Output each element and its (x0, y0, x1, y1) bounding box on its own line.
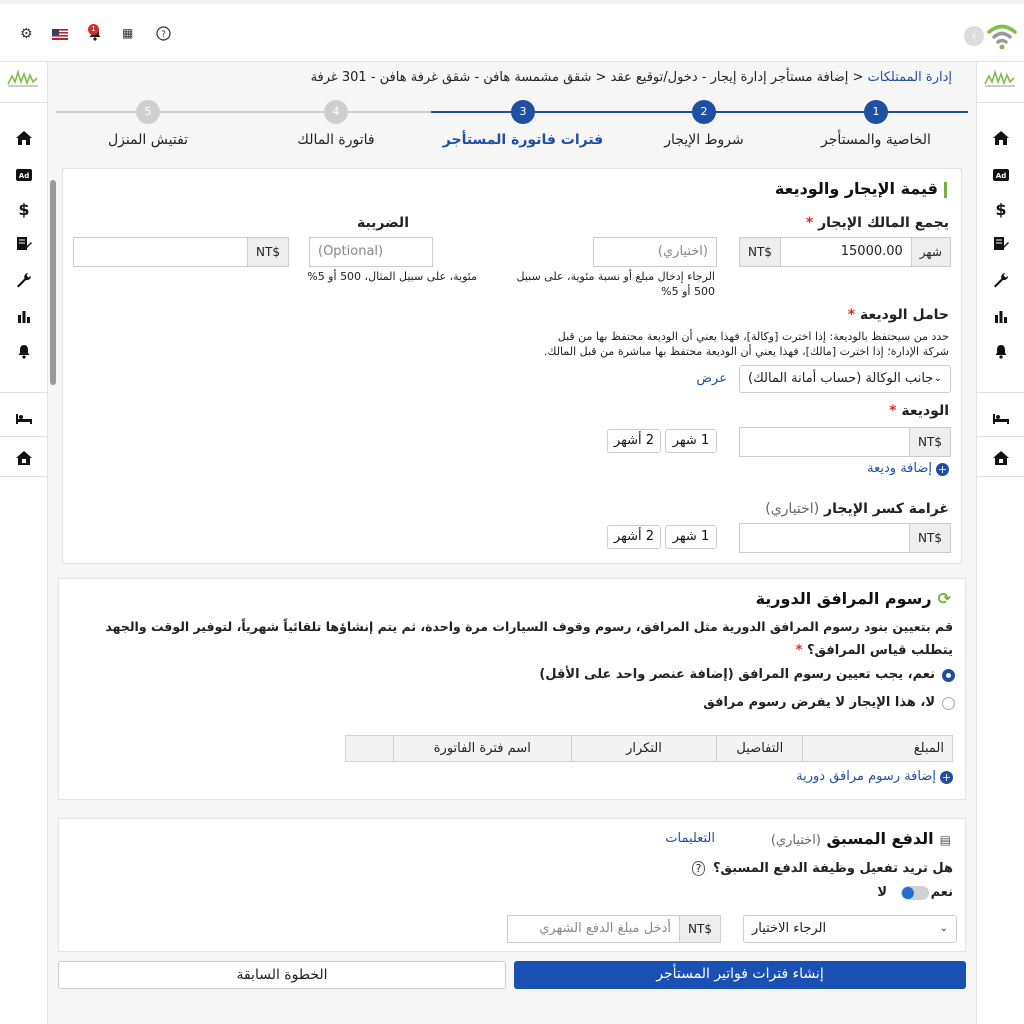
svg-text:?: ? (161, 30, 166, 40)
bed-icon[interactable] (0, 410, 48, 429)
breadcrumb-path: < إضافة مستأجر إدارة إيجار - دخول/توقيع عقد < شقق مشمسة هافن - شقق غرفة هافن - 301 غرفة (310, 70, 868, 85)
utilities-card (58, 578, 966, 800)
tax-amount-field[interactable] (73, 237, 289, 267)
penalty-label: غرامة كسر الإيجار (اختياري) (765, 501, 949, 517)
utilities-yes-radio[interactable] (942, 669, 955, 682)
prepay-no-label: لا (877, 885, 887, 900)
breadcrumb (311, 70, 952, 85)
currency-addon: NT$ (740, 238, 781, 266)
penalty-2-months-button[interactable]: 2 أشهر (607, 525, 661, 549)
scrollbar[interactable] (50, 180, 56, 385)
sidebar-logo-icon (983, 68, 1017, 90)
ad-icon[interactable] (977, 166, 1024, 185)
bell-icon[interactable] (0, 344, 48, 363)
deposit-2-months-button[interactable]: 2 أشهر (607, 429, 661, 453)
sidebar-right (976, 62, 1024, 1024)
tax-label: الضريبة (356, 215, 409, 231)
add-utility-fee-link[interactable]: +إضافة رسوم مرافق دورية (796, 769, 952, 784)
sidebar-divider (0, 436, 48, 437)
sidebar-divider (977, 436, 1024, 437)
title-accent-bar (944, 182, 947, 198)
penalty-1-month-button[interactable]: 1 شهر (665, 525, 717, 549)
rent-section-title: قيمة الإيجار والوديعة (775, 179, 947, 198)
wrench-icon[interactable] (977, 272, 1024, 292)
sidebar-divider (0, 102, 48, 103)
sidebar-divider (977, 476, 1024, 477)
utilities-no-radio[interactable] (942, 697, 955, 710)
prepayment-card (58, 818, 966, 952)
utilities-no-label[interactable]: لا، هذا الإيجار لا يفرض رسوم مرافق (703, 695, 935, 710)
question-circle-icon[interactable]: ? (692, 861, 706, 876)
calendar-icon[interactable]: ▦ (122, 26, 134, 40)
table-header-details: التفاصيل (717, 736, 803, 762)
deposit-holder-label: حامل الوديعة * (847, 307, 949, 323)
wrench-icon[interactable] (0, 272, 48, 292)
dollar-icon[interactable]: $ (995, 200, 1007, 219)
rent-amount-value[interactable]: 15000.00 (840, 244, 903, 259)
deposit-holder-select[interactable]: ⌄ جانب الوكالة (حساب أمانة المالك) (739, 365, 951, 393)
sidebar-divider (0, 392, 48, 393)
prepay-question: هل تريد تفعيل وظيفة الدفع المسبق؟ ? (692, 861, 953, 876)
step-2-label[interactable]: شروط الإيجار (664, 132, 744, 148)
currency-addon: NT$ (247, 238, 288, 266)
bar-chart-icon[interactable] (977, 308, 1024, 327)
bell-icon[interactable] (977, 344, 1024, 363)
step-1-dot[interactable]: 1 (864, 100, 888, 124)
prepay-yes-label: نعم (930, 885, 953, 900)
step-1-label[interactable]: الخاصية والمستأجر (821, 132, 931, 148)
deposit-label: الوديعة * (889, 403, 949, 419)
back-icon[interactable]: ‹ (964, 26, 984, 46)
stepper (56, 100, 968, 160)
penalty-amount-field[interactable] (739, 523, 951, 553)
notification-badge: 1 (88, 24, 99, 35)
prepayment-section-title: ▤الدفع المسبق (اختياري) (770, 829, 951, 848)
extra-charge-input[interactable]: (اختياري) (593, 237, 717, 267)
table-header-action (346, 736, 394, 762)
rent-deposit-card (62, 168, 962, 564)
rent-period-addon[interactable]: شهر (911, 238, 950, 266)
refresh-icon: ⟳ (937, 589, 951, 608)
step-5-label[interactable]: تفتيش المنزل (107, 132, 189, 148)
house-lock-icon[interactable] (0, 450, 48, 470)
step-3-dot[interactable]: 3 (511, 100, 535, 124)
collect-rent-label: يجمع المالك الإيجار * (805, 215, 949, 231)
table-header-period-name: اسم فترة الفاتورة (393, 736, 571, 762)
us-flag-icon[interactable] (52, 28, 68, 44)
deposit-holder-note: حدد من سيحتفظ بالوديعة: إذا اخترت [وكالة]، فهذا يعني أن الوديعة محتفظ بها من قبل شركة الإدارة؛ إذا اخترت [مالك]، فهذا يعني أن الوديعة محتفظ بها مباشرة من قبل المالك. (543, 330, 949, 358)
contract-icon[interactable] (0, 236, 48, 256)
plus-circle-icon: + (941, 771, 952, 784)
step-4-label[interactable]: فاتورة المالك (297, 132, 375, 148)
rent-amount-field[interactable] (739, 237, 951, 267)
sidebar-logo-icon (6, 68, 40, 90)
book-icon: ▤ (939, 833, 951, 847)
table-header-row (346, 736, 953, 762)
deposit-amount-field[interactable] (739, 427, 951, 457)
step-5-dot[interactable]: 5 (136, 100, 160, 124)
utilities-description: قم بتعيين بنود رسوم المرافق الدورية مثل المرافق، رسوم وقوف السيارات مرة واحدة، ثم يتم إنشاؤها تلقائياً شهرياً، لتوفير الوقت والجهد (105, 619, 953, 634)
utilities-yes-label[interactable]: نعم، يجب تعيين رسوم المرافق (إضافة عنصر واحد على الأقل) (539, 667, 935, 682)
contract-icon[interactable] (977, 236, 1024, 256)
chevron-down-icon: ⌄ (939, 923, 948, 934)
add-deposit-link[interactable]: +إضافة وديعة (867, 461, 948, 476)
top-bar (0, 0, 1024, 62)
toggle-knob (902, 887, 914, 899)
prepay-toggle[interactable] (901, 886, 929, 900)
help-icon[interactable] (156, 26, 171, 45)
previous-step-button[interactable]: الخطوة السابقة (58, 961, 506, 989)
create-tenant-bills-button[interactable]: إنشاء فترات فواتير المستأجر (514, 961, 966, 989)
house-lock-icon[interactable] (977, 450, 1024, 470)
tax-input[interactable]: (Optional) (309, 237, 433, 267)
utilities-section-title: ⟳رسوم المرافق الدورية (755, 589, 951, 608)
svg-text:Ad: Ad (18, 172, 30, 180)
step-2-dot[interactable]: 2 (692, 100, 716, 124)
ad-icon[interactable] (0, 166, 48, 185)
breadcrumb-home-link[interactable]: إدارة الممتلكات (867, 70, 952, 85)
sidebar-left (0, 62, 48, 1024)
currency-addon: NT$ (909, 524, 950, 552)
sidebar-divider (977, 392, 1024, 393)
table-header-amount: المبلغ (803, 736, 953, 762)
dollar-icon[interactable]: $ (18, 200, 30, 219)
bar-chart-icon[interactable] (0, 308, 48, 327)
utilities-question: يتطلب قياس المرافق؟ * (795, 643, 953, 658)
step-4-dot[interactable]: 4 (324, 100, 348, 124)
instructions-link[interactable]: التعليمات (665, 831, 715, 846)
currency-addon: NT$ (679, 916, 720, 942)
step-3-label[interactable]: فترات فاتورة المستأجر (442, 132, 604, 148)
table-header-frequency: التكرار (571, 736, 717, 762)
utilities-table (345, 735, 953, 762)
tax-note: مئوية، على سبيل المثال، 500 أو 5% (307, 270, 477, 283)
chevron-down-icon: ⌄ (933, 373, 942, 384)
view-link[interactable]: عرض (696, 371, 727, 386)
bed-icon[interactable] (977, 410, 1024, 429)
extra-charge-note: الرجاء إدخال مبلغ أو نسبة مئوية، على سبيل 500 أو 5% (516, 270, 715, 298)
deposit-1-month-button[interactable]: 1 شهر (665, 429, 717, 453)
svg-text:Ad: Ad (995, 172, 1007, 180)
brand-logo-icon (986, 18, 1018, 52)
sidebar-divider (977, 102, 1024, 103)
home-icon[interactable] (0, 130, 48, 150)
plus-circle-icon: + (937, 463, 948, 476)
prepay-amount-field[interactable]: أدخل مبلغ الدفع الشهري NT$ (507, 915, 721, 943)
sidebar-divider (0, 476, 48, 477)
home-icon[interactable] (977, 130, 1024, 150)
prepay-period-select[interactable]: ⌄ الرجاء الاختيار (743, 915, 957, 943)
currency-addon: NT$ (909, 428, 950, 456)
gear-icon[interactable]: ⚙ (20, 26, 33, 42)
